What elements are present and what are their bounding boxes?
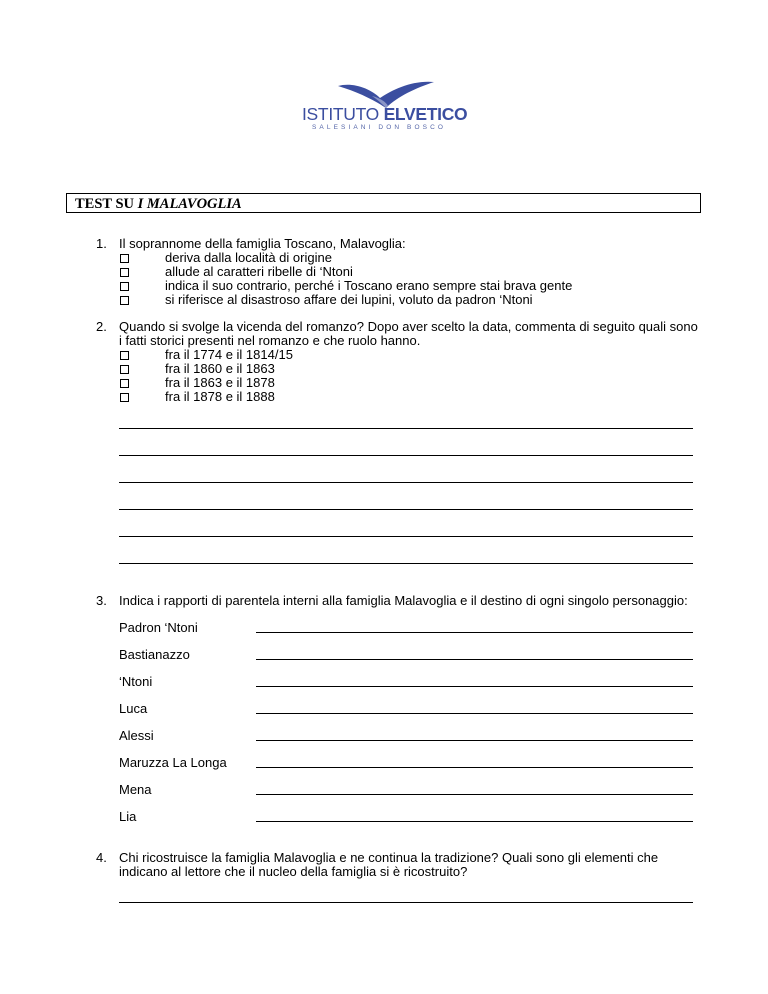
- q4-text-line1: Chi ricostruisce la famiglia Malavoglia e ne continua la tradizione? Quali sono gli elementi che: [119, 850, 659, 865]
- q2-option-1: fra il 1774 e il 1814/15: [165, 347, 293, 362]
- character-answer-line[interactable]: [256, 686, 693, 687]
- character-name: ‘Ntoni: [119, 674, 153, 689]
- logo-subtitle: SALESIANI DON BOSCO: [312, 124, 447, 131]
- q2-text-line1: Quando si svolge la vicenda del romanzo? Dopo aver scelto la data, commenta di seguito quali sono: [119, 319, 698, 334]
- q2-answer-line[interactable]: [119, 509, 693, 510]
- q1-option-2: allude al caratteri ribelle di ‘Ntoni: [165, 264, 353, 279]
- q1-text: Il soprannome della famiglia Toscano, Malavoglia:: [119, 236, 406, 251]
- q1-option-3-checkbox[interactable]: [120, 282, 129, 291]
- q2-option-2-checkbox[interactable]: [120, 365, 129, 374]
- q1-option-1: deriva dalla località di origine: [165, 250, 332, 265]
- q1-option-4-checkbox[interactable]: [120, 296, 129, 305]
- q4-number: 4.: [96, 850, 107, 865]
- test-title-box: [66, 193, 701, 213]
- character-name: Maruzza La Longa: [119, 755, 227, 770]
- q2-answer-line[interactable]: [119, 563, 693, 564]
- q2-option-4: fra il 1878 e il 1888: [165, 389, 275, 404]
- character-answer-line[interactable]: [256, 632, 693, 633]
- q2-answer-line[interactable]: [119, 428, 693, 429]
- q1-option-1-checkbox[interactable]: [120, 254, 129, 263]
- character-name: Alessi: [119, 728, 154, 743]
- character-name: Bastianazzo: [119, 647, 190, 662]
- q1-option-3: indica il suo contrario, perché i Toscano erano sempre stai brava gente: [165, 278, 573, 293]
- q1-option-2-checkbox[interactable]: [120, 268, 129, 277]
- q2-answer-line[interactable]: [119, 536, 693, 537]
- logo-wordmark: ISTITUTO ELVETICO: [302, 104, 468, 124]
- character-answer-line[interactable]: [256, 659, 693, 660]
- q2-option-1-checkbox[interactable]: [120, 351, 129, 360]
- q3-text: Indica i rapporti di parentela interni alla famiglia Malavoglia e il destino di ogni singolo personaggio:: [119, 593, 688, 608]
- q4-text-line2: indicano al lettore che il nucleo della famiglia si è ricostruito?: [119, 864, 468, 879]
- character-answer-line[interactable]: [256, 821, 693, 822]
- q2-option-3-checkbox[interactable]: [120, 379, 129, 388]
- q2-answer-line[interactable]: [119, 455, 693, 456]
- character-name: Luca: [119, 701, 148, 716]
- q1-number: 1.: [96, 236, 107, 251]
- character-answer-line[interactable]: [256, 740, 693, 741]
- q2-number: 2.: [96, 319, 107, 334]
- character-name: Lia: [119, 809, 137, 824]
- q2-option-3: fra il 1863 e il 1878: [165, 375, 275, 390]
- character-answer-line[interactable]: [256, 794, 693, 795]
- character-name: Padron ‘Ntoni: [119, 620, 198, 635]
- q2-text-line2: i fatti storici presenti nel romanzo e che ruolo hanno.: [119, 333, 421, 348]
- character-answer-line[interactable]: [256, 713, 693, 714]
- q2-option-4-checkbox[interactable]: [120, 393, 129, 402]
- q4-answer-line[interactable]: [119, 902, 693, 903]
- test-title: TEST SU I MALAVOGLIA: [75, 196, 242, 212]
- character-answer-line[interactable]: [256, 767, 693, 768]
- q2-answer-line[interactable]: [119, 482, 693, 483]
- q3-number: 3.: [96, 593, 107, 608]
- character-name: Mena: [119, 782, 152, 797]
- q2-option-2: fra il 1860 e il 1863: [165, 361, 275, 376]
- q1-option-4: si riferisce al disastroso affare dei lupini, voluto da padron ‘Ntoni: [165, 292, 533, 307]
